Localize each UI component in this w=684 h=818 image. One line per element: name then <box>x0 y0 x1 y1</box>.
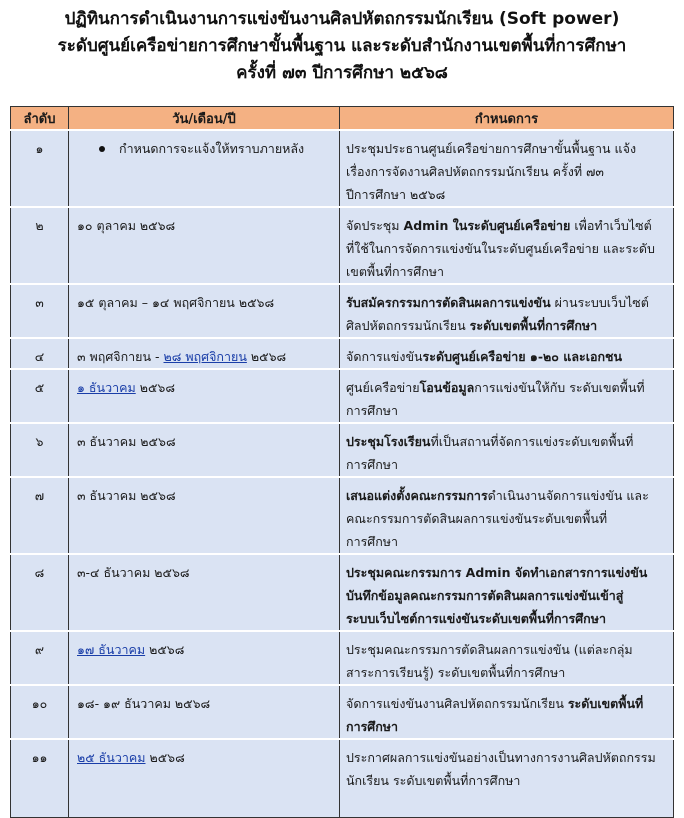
row-number: ๘ <box>11 554 69 631</box>
row-number: ๙ <box>11 631 69 685</box>
table-row <box>11 423 674 477</box>
row-number: ๒ <box>11 207 69 284</box>
row-date: ๓ พฤศจิกายน - ๒๘ พฤศจิกายน ๒๕๖๘ <box>69 338 340 369</box>
header-no: ลำดับ <box>11 107 69 131</box>
row-number: ๑๐ <box>11 685 69 739</box>
table-row <box>11 284 674 338</box>
title-line-1: ปฏิทินการดำเนินงานการแข่งขันงานศิลปหัตถกรรมนักเรียน (Soft power) <box>64 9 620 29</box>
row-task: จัดประชุม Admin ในระดับศูนย์เครือข่าย เพื่อทำเว็บไซต์ ที่ใช้ในการจัดการแข่งขันในระดับศูนย์เครือข่าย และระดับ เขตพื้นที่การศึกษา <box>340 207 674 284</box>
row-task: ประชุมคณะกรรมการตัดสินผลการแข่งขัน (แต่ละกลุ่ม สาระการเรียนรู้) ระดับเขตพื้นที่การศึกษา <box>340 631 674 685</box>
row-task: จัดการแข่งขันระดับศูนย์เครือข่าย ๑-๒๐ และเอกชน <box>340 338 674 369</box>
row-number: ๑๑ <box>11 739 69 817</box>
row-number: ๓ <box>11 284 69 338</box>
row-date: ๓ ธันวาคม ๒๕๖๘ <box>69 477 340 554</box>
row-task: ศูนย์เครือข่ายโอนข้อมูลการแข่งขันให้กับ ระดับเขตพื้นที่ การศึกษา <box>340 369 674 423</box>
row-date: ๑ ธันวาคม ๒๕๖๘ <box>69 369 340 423</box>
row-number: ๖ <box>11 423 69 477</box>
row-date: ๒๕ ธันวาคม ๒๕๖๘ <box>69 739 340 817</box>
table-row <box>11 130 674 207</box>
row-task: ประชุมโรงเรียนที่เป็นสถานที่จัดการแข่งระดับเขตพื้นที่ การศึกษา <box>340 423 674 477</box>
table-row <box>11 554 674 631</box>
header-date: วัน/เดือน/ปี <box>69 107 340 131</box>
row-number: ๑ <box>11 130 69 207</box>
title-line-2: ระดับศูนย์เครือข่ายการศึกษาขั้นพื้นฐาน และระดับสำนักงานเขตพื้นที่การศึกษา <box>57 36 627 56</box>
title-line-3: ครั้งที่ ๗๓ ปีการศึกษา ๒๕๖๘ <box>236 63 448 83</box>
row-date: ๑๗ ธันวาคม ๒๕๖๘ <box>69 631 340 685</box>
table-row <box>11 477 674 554</box>
row-task: ประชุมคณะกรรมการ Admin จัดทำเอกสารการแข่งขัน บันทึกข้อมูลคณะกรรมการตัดสินผลการแข่งขันเข้าสู่ ระบบเว็บไซต์การแข่งขันระดับเขตพื้นที่การศึกษา <box>340 554 674 631</box>
table-row <box>11 631 674 685</box>
row-date: กำหนดการจะแจ้งให้ทราบภายหลัง <box>69 130 340 207</box>
row-date: ๑๘- ๑๙ ธันวาคม ๒๕๖๘ <box>69 685 340 739</box>
row-date: ๓ ธันวาคม ๒๕๖๘ <box>69 423 340 477</box>
document-title <box>0 0 684 87</box>
row-task: จัดการแข่งขันงานศิลปหัตถกรรมนักเรียน ระดับเขตพื้นที่ การศึกษา <box>340 685 674 739</box>
schedule-table <box>10 106 674 818</box>
row-date: ๑๐ ตุลาคม ๒๕๖๘ <box>69 207 340 284</box>
row-task: รับสมัครกรรมการตัดสินผลการแข่งขัน ผ่านระบบเว็บไซต์ ศิลปหัตถกรรมนักเรียน ระดับเขตพื้นที่การศึกษา <box>340 284 674 338</box>
row-task: ประชุมประธานศูนย์เครือข่ายการศึกษาขั้นพื้นฐาน แจ้ง เรื่องการจัดงานศิลปหัตถกรรมนักเรียน ครั้งที่ ๗๓ ปีการศึกษา ๒๕๖๘ <box>340 130 674 207</box>
row-number: ๔ <box>11 338 69 369</box>
table-row <box>11 739 674 817</box>
row-task: ประกาศผลการแข่งขันอย่างเป็นทางการงานศิลปหัตถกรรม นักเรียน ระดับเขตพื้นที่การศึกษา <box>340 739 674 817</box>
row-task: เสนอแต่งตั้งคณะกรรมการดำเนินงานจัดการแข่งขัน และ คณะกรรมการตัดสินผลการแข่งขันระดับเขตพื้นที่ การศึกษา <box>340 477 674 554</box>
row-date: ๓-๔ ธันวาคม ๒๕๖๘ <box>69 554 340 631</box>
table-row <box>11 685 674 739</box>
header-task: กำหนดการ <box>340 107 674 131</box>
table-header-row <box>11 107 674 131</box>
row-number: ๗ <box>11 477 69 554</box>
table-row <box>11 338 674 369</box>
bullet-icon <box>99 146 105 152</box>
table-row <box>11 207 674 284</box>
table-row <box>11 369 674 423</box>
row-number: ๕ <box>11 369 69 423</box>
row-date: ๑๕ ตุลาคม – ๑๔ พฤศจิกายน ๒๕๖๘ <box>69 284 340 338</box>
